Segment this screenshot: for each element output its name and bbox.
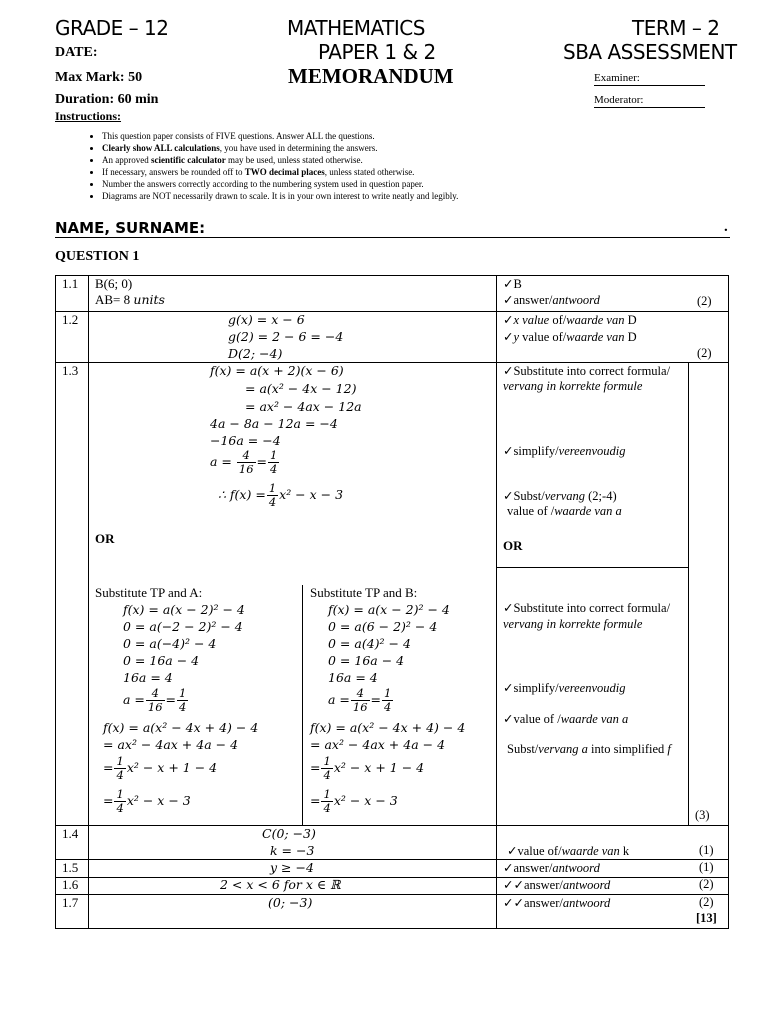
q13-colB-a: a = $\frac{4}{16}$ = $\frac{1}{4}$ — [328, 686, 392, 714]
instruction-item: • If necessary, answers be rounded off to TWO decimal places, unless stated otherwise. — [102, 166, 458, 178]
q17-mark: ✓ ✓ answer/antwoord — [503, 895, 610, 911]
q13-mark5: ✓ simplify/vereenvoudig — [503, 680, 626, 696]
q13-line1: f(x) = a(x + 2)(x − 6) — [210, 363, 344, 378]
instruction-item: • An approved scientific calculator may be used, unless stated otherwise. — [102, 154, 458, 166]
q13-mark1-cont: vervang in korrekte formule — [503, 379, 643, 393]
q12-mark1: ✓ x value of/waarde van D — [503, 312, 637, 328]
q13-colB-line: 0 = 16a − 4 — [328, 653, 405, 668]
moderator-label: Moderator: — [594, 94, 644, 106]
instruction-item: • Diagrams are NOT necessarily drawn to scale. It is in your own interest to write neatly and legibly. — [102, 190, 458, 202]
q13-line5: −16a = −4 — [210, 433, 281, 448]
q13-mark2: ✓ simplify/vereenvoudig — [503, 443, 626, 459]
question-title: QUESTION 1 — [55, 249, 140, 264]
q13-colA-exp2: = ax² − 4ax + 4a − 4 — [103, 737, 239, 752]
q11-mark1: ✓ B — [503, 276, 522, 292]
q11-mark2: ✓ answer/antwoord — [503, 292, 600, 308]
q13-line2: = a(x² − 4x − 12) — [245, 381, 357, 396]
q13-number: 1.3 — [62, 363, 79, 378]
q13-colA-exp3: = $\frac{1}{4}$ x² − x + 1 − 4 — [103, 754, 218, 782]
q13-mark4: ✓ Substitute into correct formula/ — [503, 600, 670, 616]
q13-colB-exp4: = $\frac{1}{4}$ x² − x − 3 — [310, 787, 398, 815]
q13-colA-a: a = $\frac{4}{16}$ = $\frac{1}{4}$ — [123, 686, 187, 714]
q13-colB-line: 0 = a(6 − 2)² − 4 — [328, 619, 438, 634]
q11-line1: B(6; 0) — [95, 276, 133, 291]
q1-total: [13] — [696, 911, 717, 925]
instructions-list — [78, 130, 458, 202]
q14-line1: C(0; −3) — [262, 826, 316, 841]
name-end-dot: . — [724, 219, 728, 235]
q12-number: 1.2 — [62, 312, 79, 327]
q13-line6: a = $\frac{4}{16}$ = $\frac{1}{4}$ — [210, 448, 278, 476]
q17-line1: (0; −3) — [268, 895, 313, 910]
q13-colB-title: Substitute TP and B: — [310, 585, 418, 600]
q15-marks: (1) — [699, 860, 714, 874]
q13-colA-exp1: f(x) = a(x² − 4x + 4) − 4 — [103, 720, 259, 735]
q17-marks: (2) — [699, 895, 714, 909]
instruction-item: • Clearly show ALL calculations, you have used in determining the answers. — [102, 142, 458, 154]
subject-label: MATHEMATICS — [287, 16, 425, 40]
q14-marks: (1) — [699, 843, 714, 857]
sba-label: SBA ASSESSMENT — [563, 40, 737, 64]
q12-marks: (2) — [697, 346, 712, 360]
max-mark: Max Mark: 50 — [55, 70, 143, 85]
q14-mark: ✓ value of/waarde van k — [507, 843, 629, 859]
name-line — [55, 237, 730, 238]
q11-number: 1.1 — [62, 276, 79, 291]
q11-line2: AB= 8 units — [95, 292, 165, 307]
q13-colA-exp4: = $\frac{1}{4}$ x² − x − 3 — [103, 787, 191, 815]
q13-line4: 4a − 8a − 12a = −4 — [210, 416, 338, 431]
q13-colB-exp2: = ax² − 4ax + 4a − 4 — [310, 737, 446, 752]
date-label: DATE: — [55, 45, 98, 60]
q16-marks: (2) — [699, 877, 714, 891]
q14-number: 1.4 — [62, 826, 79, 841]
examiner-line — [594, 85, 705, 86]
q13-colA-line: f(x) = a(x − 2)² − 4 — [123, 602, 245, 617]
q13-colA-line: 0 = 16a − 4 — [123, 653, 200, 668]
q13-mark7: Subst/vervang a into simplified f — [507, 742, 671, 756]
q13-or-marks: OR — [503, 538, 523, 553]
q12-mark2: ✓ y value of/waarde van D — [503, 329, 637, 345]
q15-number: 1.5 — [62, 860, 79, 875]
q14-line2: k = −3 — [270, 843, 315, 858]
q13-line3: = ax² − 4ax − 12a — [245, 399, 362, 414]
instruction-item: • This question paper consists of FIVE questions. Answer ALL the questions. — [102, 130, 458, 142]
grade-label: GRADE – 12 — [55, 16, 169, 40]
q13-colB-line: f(x) = a(x − 2)² − 4 — [328, 602, 450, 617]
q12-line1: g(x) = x − 6 — [228, 312, 305, 327]
q16-line1: 2 < x < 6 for x ∈ ℝ — [220, 877, 341, 892]
q13-colB-line: 16a = 4 — [328, 670, 378, 685]
memo-title: MEMORANDUM — [288, 64, 454, 88]
q12-line2: g(2) = 2 − 6 = −4 — [228, 329, 344, 344]
q13-or: OR — [95, 531, 115, 546]
q13-line7: ∴ f(x) = $\frac{1}{4}$ x² − x − 3 — [218, 481, 344, 509]
q13-mark3: ✓ Subst/vervang (2;-4) — [503, 488, 617, 504]
q13-colB-line: 0 = a(4)² − 4 — [328, 636, 411, 651]
q13-mark4-cont: vervang in korrekte formule — [503, 617, 643, 631]
q13-colA-line: 0 = a(−2 − 2)² − 4 — [123, 619, 243, 634]
q17-number: 1.7 — [62, 895, 79, 910]
term-label: TERM – 2 — [632, 16, 720, 40]
q15-mark: ✓ answer/antwoord — [503, 860, 600, 876]
examiner-label: Examiner: — [594, 72, 640, 84]
duration: Duration: 60 min — [55, 92, 159, 107]
q13-colA-line: 0 = a(−4)² − 4 — [123, 636, 217, 651]
q15-line1: y ≥ −4 — [270, 860, 314, 875]
moderator-line — [594, 107, 705, 108]
q13-colA-line: 16a = 4 — [123, 670, 173, 685]
q12-line3: D(2; −4) — [228, 346, 283, 361]
instruction-item: • Number the answers correctly according to the numbering system used in question paper. — [102, 178, 458, 190]
q16-number: 1.6 — [62, 877, 79, 892]
name-surname-label: NAME, SURNAME: — [55, 219, 206, 237]
q13-colB-exp3: = $\frac{1}{4}$ x² − x + 1 − 4 — [310, 754, 425, 782]
q13-mark6: ✓ value of /waarde van a — [503, 711, 628, 727]
q13-marks: (3) — [695, 808, 710, 822]
instructions-label: Instructions: — [55, 109, 122, 123]
q16-mark: ✓ ✓ answer/antwoord — [503, 877, 610, 893]
q13-mark1: ✓ Substitute into correct formula/ — [503, 363, 670, 379]
q13-mark3-cont: value of /waarde van a — [507, 504, 622, 518]
q13-colA-title: Substitute TP and A: — [95, 585, 203, 600]
q13-colB-exp1: f(x) = a(x² − 4x + 4) − 4 — [310, 720, 466, 735]
paper-label: PAPER 1 & 2 — [318, 40, 436, 64]
q11-marks: (2) — [697, 294, 712, 308]
